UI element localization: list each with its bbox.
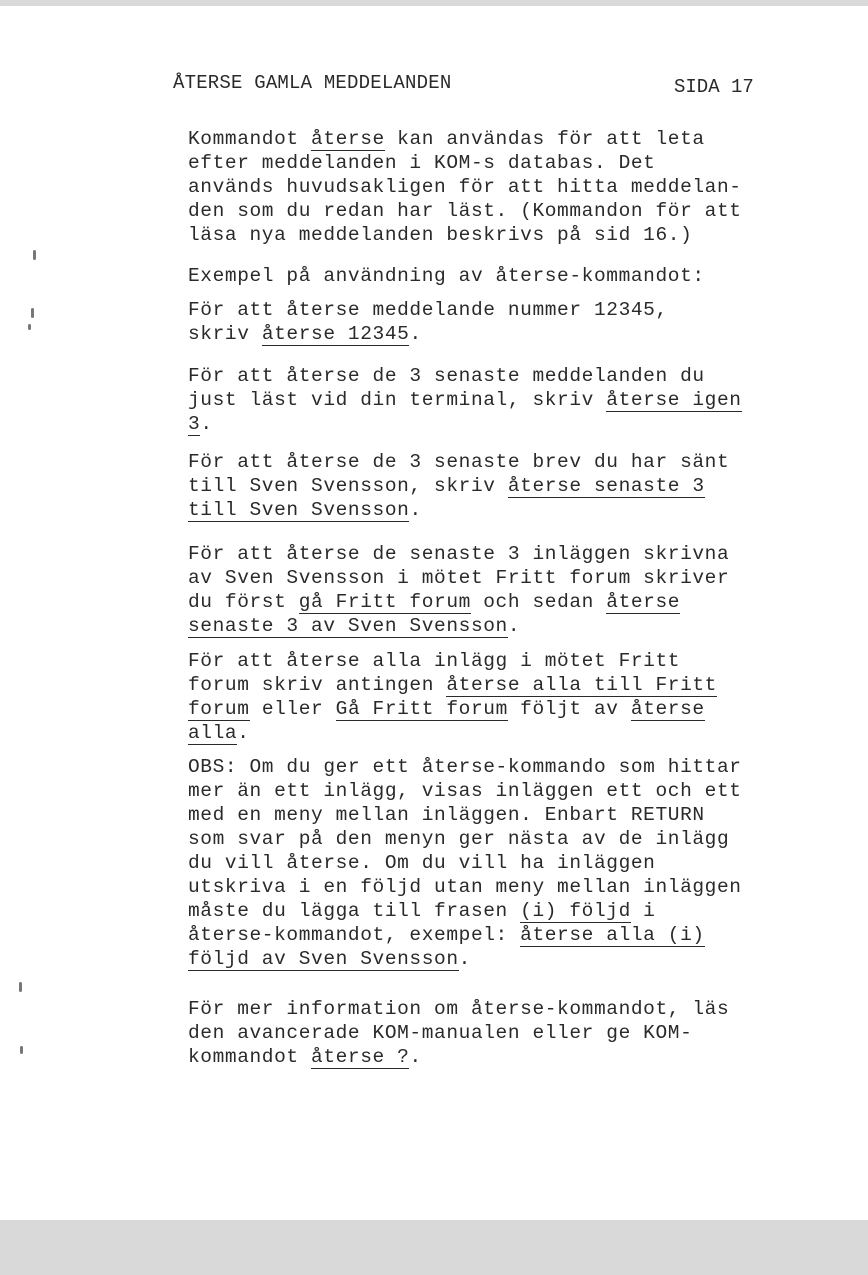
body-text: För att återse de senaste 3 inläggen skrivna av Sven Svensson i mötet Fritt forum skriver du först xyxy=(188,543,730,613)
document-page xyxy=(0,6,868,1220)
command-example: återse xyxy=(630,698,705,720)
command-example: alla xyxy=(188,722,238,744)
command-example: återse 12345 xyxy=(261,323,410,345)
command-example: till Sven Svensson xyxy=(188,499,410,521)
command-example: återse igen xyxy=(606,389,742,411)
command-example: senaste 3 av Sven Svensson xyxy=(188,615,508,637)
scan-speck xyxy=(31,308,34,318)
page-number: SIDA 17 xyxy=(674,76,754,98)
command-example: återse alla till Fritt xyxy=(446,674,717,696)
command-example: återse xyxy=(311,128,385,150)
command-example: återse alla (i) xyxy=(520,924,705,946)
body-text: För att återse de 3 senaste brev du har sänt till Sven Svensson, skriv xyxy=(188,451,730,497)
scan-speck xyxy=(19,982,22,992)
command-example: (i) följd xyxy=(520,900,631,922)
body-text: Exempel på användning av återse-kommandot: xyxy=(188,265,705,287)
body-text: . xyxy=(458,948,471,970)
scan-margin xyxy=(0,1220,868,1275)
scan-speck xyxy=(20,1046,23,1054)
body-text: För mer information om återse-kommandot, läs den avancerade KOM-manualen eller ge KOM- kommandot xyxy=(188,998,730,1068)
paragraph-example-all xyxy=(188,649,788,745)
body-text: För att återse alla inlägg i mötet Fritt forum skriv antingen xyxy=(188,650,681,696)
command-example: återse xyxy=(606,591,681,613)
body-text: . xyxy=(409,323,422,345)
command-example: Gå Fritt forum xyxy=(335,698,508,720)
body-text: eller xyxy=(249,698,336,720)
paragraph-intro xyxy=(188,127,788,247)
command-example: gå Fritt forum xyxy=(298,591,471,613)
body-text: . xyxy=(200,413,213,435)
body-text: . xyxy=(409,1046,422,1068)
paragraph-more-info xyxy=(188,997,788,1069)
command-example: återse senaste 3 xyxy=(507,475,705,497)
page-title: ÅTERSE GAMLA MEDDELANDEN xyxy=(173,72,452,94)
body-text: Kommandot xyxy=(188,128,312,150)
paragraph-example-number xyxy=(188,298,788,346)
command-example: 3 xyxy=(188,413,201,435)
body-text: i återse-kommandot, exempel: xyxy=(188,900,656,946)
paragraph-example-heading xyxy=(188,264,788,288)
body-text: . xyxy=(409,499,422,521)
paragraph-example-again xyxy=(188,364,788,436)
command-example: återse ? xyxy=(311,1046,410,1068)
body-text: För att återse meddelande nummer 12345, skriv xyxy=(188,299,668,345)
body-text: . xyxy=(237,722,250,744)
paragraph-obs xyxy=(188,755,788,971)
command-example: forum xyxy=(188,698,250,720)
scan-speck xyxy=(28,324,31,330)
body-text: . xyxy=(507,615,521,637)
body-text: OBS: Om du ger ett återse-kommando som hittar mer än ett inlägg, visas inläggen ett och ett med en meny mellan inläggen. Enbart RETURN som svar på den menyn ger nästa av de inlägg du vill återse. Om du vill ha inläggen utskriva i en följd utan meny mellan inläggen måste du lägga till frasen xyxy=(188,756,742,922)
body-text: För att återse de 3 senaste meddelanden du just läst vid din terminal, skriv xyxy=(188,365,705,411)
paragraph-example-meeting xyxy=(188,542,788,638)
body-text: kan användas för att leta efter meddelanden i KOM-s databas. Det används huvudsakligen för att hitta meddelan- den som du redan har läst. (Kommandon för att läsa nya meddelanden beskrivs på sid 16.) xyxy=(188,128,742,246)
paragraph-example-letters xyxy=(188,450,788,522)
body-text: följt av xyxy=(507,698,631,720)
command-example: följd av Sven Svensson xyxy=(188,948,459,970)
scan-speck xyxy=(33,250,36,260)
body-text: och sedan xyxy=(470,591,607,613)
